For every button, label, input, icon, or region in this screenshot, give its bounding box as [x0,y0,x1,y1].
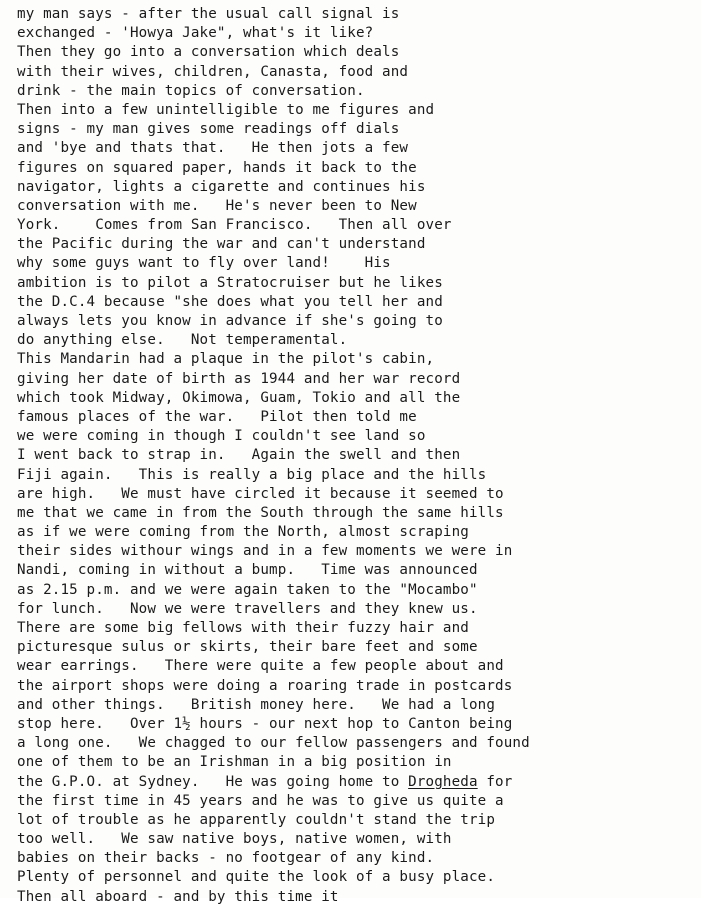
text-line: This Mandarin had a plaque in the pilot's cabin, [17,351,435,368]
text-line: the Pacific during the war and can't understand [17,236,426,253]
text-line: as if we were coming from the North, almost scraping [17,524,469,541]
text-line: stop here. Over 1½ hours - our next hop to Canton being [17,715,513,732]
text-line: Then into a few unintelligible to me figures and [17,101,435,118]
text-line: me that we came in from the South through the same hills [17,504,504,521]
text-line: one of them to be an Irishman in a big position in [17,754,452,771]
text-line: wear earrings. There were quite a few people about and [17,658,504,675]
text-line: Nandi, coming in without a bump. Time was announced [17,562,478,579]
text-line: exchanged - 'Howya Jake", what's it like? [17,25,374,42]
text-line: ambition is to pilot a Stratocruiser but he likes [17,274,443,291]
underlined-place-name: Drogheda [408,773,478,790]
typewritten-text [17,5,697,907]
text-line: lot of trouble as he apparently couldn't stand the trip [17,811,496,828]
text-line: too well. We saw native boys, native women, with [17,831,452,848]
text-line: figures on squared paper, hands it back to the [17,159,417,176]
text-line: with their wives, children, Canasta, food and [17,63,409,80]
text-line: my man says - after the usual call signal is [17,6,400,22]
text-line: conversation with me. He's never been to New [17,197,417,214]
text-line: a long one. We chagged to our fellow passengers and found [17,735,530,752]
text-line: Plenty of personnel and quite the look of a busy place. [17,869,496,886]
text-line: the first time in 45 years and he was to give us quite a [17,792,504,809]
text-line: babies on their backs - no footgear of any kind. [17,850,435,867]
text-line: drink - the main topics of conversation. [17,82,365,99]
text-line: their sides withour wings and in a few moments we were in [17,543,513,560]
text-line: always lets you know in advance if she's going to [17,313,443,329]
text-line: as 2.15 p.m. and we were again taken to the "Mocambo" [17,581,478,598]
text-line: signs - my man gives some readings off dials [17,121,400,138]
text-line: and other things. British money here. We had a long [17,696,496,713]
text-line: the G.P.O. at Sydney. He was going home to Drogheda for [17,773,513,790]
text-line: we were coming in though I couldn't see land so [17,428,426,445]
text-line: the airport shops were doing a roaring trade in postcards [17,677,513,694]
text-line: York. Comes from San Francisco. Then all over [17,217,452,234]
text-line: do anything else. Not temperamental. [17,332,348,349]
text-line: are high. We must have circled it because it seemed to [17,485,504,502]
text-line: Then all aboard - and by this time it [17,888,339,905]
text-line: I went back to strap in. Again the swell and then [17,447,461,464]
text-line: There are some big fellows with their fuzzy hair and [17,620,469,636]
text-line: the D.C.4 because "she does what you tell her and [17,293,443,310]
text-line: why some guys want to fly over land! His [17,255,391,272]
text-line: famous places of the war. Pilot then told me [17,408,417,425]
text-line: picturesque sulus or skirts, their bare feet and some [17,639,478,656]
text-line: Then they go into a conversation which deals [17,44,400,61]
text-line: and 'bye and thats that. He then jots a few [17,140,409,157]
text-line: which took Midway, Okimowa, Guam, Tokio and all the [17,389,461,406]
text-line: for lunch. Now we were travellers and they knew us. [17,600,478,617]
text-line: navigator, lights a cigarette and continues his [17,178,426,195]
text-line: giving her date of birth as 1944 and her war record [17,370,461,387]
text-line: Fiji again. This is really a big place and the hills [17,466,487,483]
